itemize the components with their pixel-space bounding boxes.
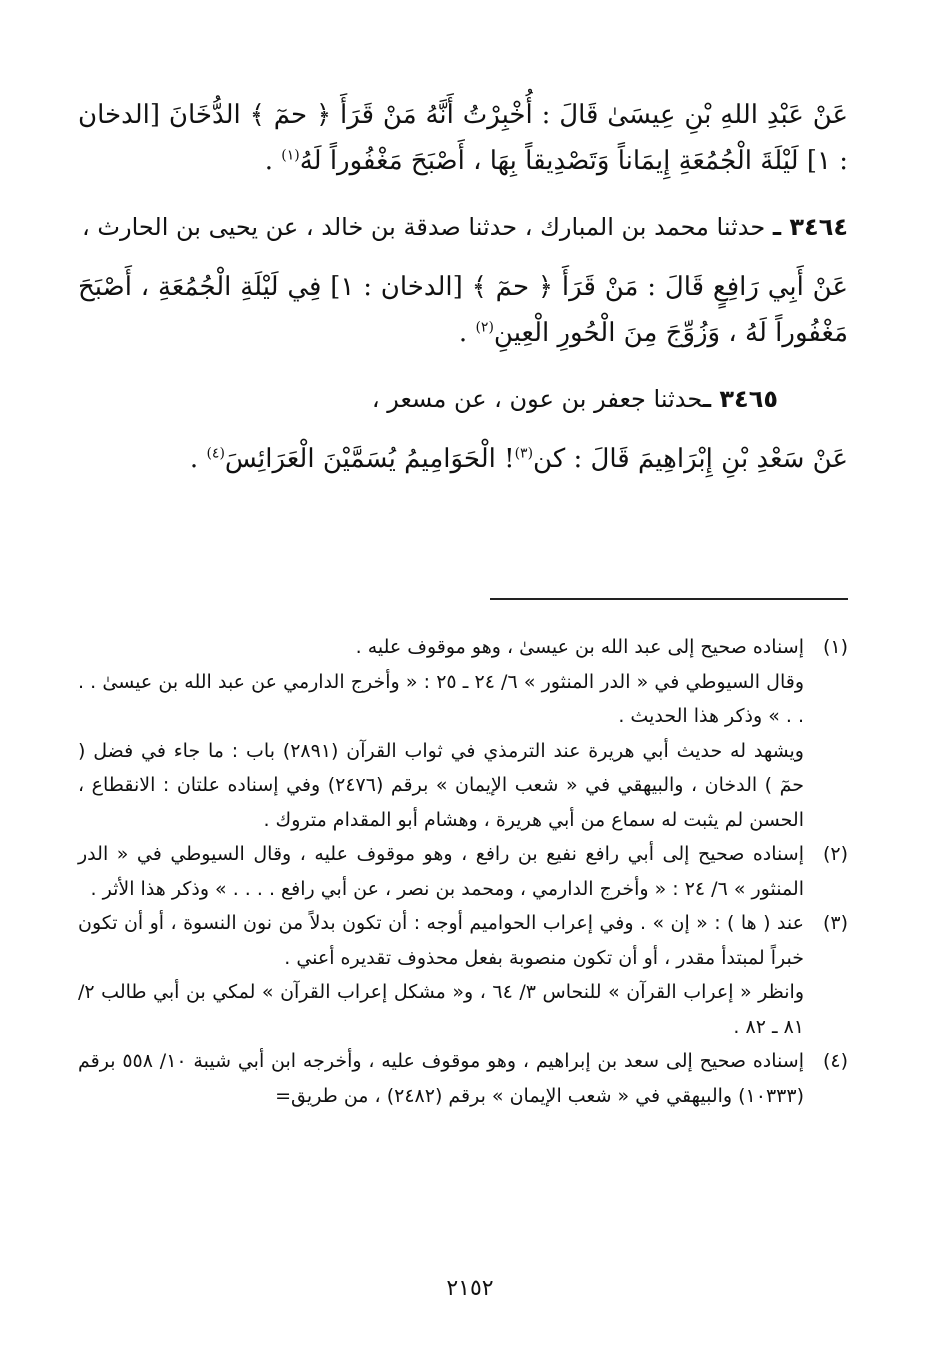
- hadith-number-3465: ٣٤٦٥ ـ: [702, 385, 778, 413]
- hadith-1: [78, 92, 848, 184]
- isnad-3465-text: حدثنا جعفر بن عون ، عن مسعر ،: [371, 385, 703, 413]
- footnote-separator: [490, 598, 848, 600]
- hadith-2-text: عَنْ أَبِي رَافِعٍ قَالَ : مَنْ قَرَأَ ﴿ حمٓ ﴾ [الدخان : ١] فِي لَيْلَةِ الْجُمُعَةِ ، أَصْبَحَ مَغْفُوراً لَهُ ، وَزُوِّجَ مِنَ الْحُورِ الْعِينِ: [78, 272, 848, 348]
- hadith-1-end: .: [264, 146, 282, 176]
- footnote-body: [78, 630, 804, 837]
- hadith-3-text-a: عَنْ سَعْدِ بْنِ إِبْرَاهِيمَ قَالَ : كن: [533, 444, 848, 474]
- footnote-paragraph: وانظر « إعراب القرآن » للنحاس ٣/ ٦٤ ، و« مشكل إعراب القرآن » لمكي بن أبي طالب ٢/ ٨١ ـ ٨٢ .: [78, 981, 804, 1038]
- footnote-paragraph: عند ( ها ) : « إن » . وفي إعراب الحواميم أوجه : أن تكون بدلاً من نون النسوة ، أو أن تكون خبراً لمبتدأ مقدر ، أو أن تكون منصوبة بفعل محذوف تقديره أعني .: [78, 912, 804, 969]
- footnote-2: [78, 837, 848, 906]
- footnote-paragraph: إسناده صحيح إلى عبد الله بن عيسىٰ ، وهو موقوف عليه .: [355, 636, 804, 658]
- footnotes: [78, 630, 848, 1113]
- footnote-number: (٢): [822, 843, 848, 865]
- hadith-number-3464: ٣٤٦٤ ـ: [772, 213, 848, 241]
- footnote-body: [78, 837, 804, 906]
- footnote-body: [78, 906, 804, 1044]
- footnote-3: [78, 906, 848, 1044]
- page-number: ٢١٥٢: [446, 1276, 494, 1301]
- footnote-paragraph: إسناده صحيح إلى سعد بن إبراهيم ، وهو موقوف عليه ، وأخرجه ابن أبي شيبة ١٠/ ٥٥٨ برقم (١٠٣٣٣) والبيهقي في « شعب الإيمان » برقم (٢٤٨٢) ، من طريق=: [78, 1050, 804, 1107]
- footnote-ref-3: (٣): [514, 445, 534, 462]
- footnote-1: [78, 630, 848, 837]
- isnad-3464-text: حدثنا محمد بن المبارك ، حدثنا صدقة بن خالد ، عن يحيى بن الحارث ،: [82, 213, 773, 241]
- footnote-4: [78, 1044, 848, 1113]
- isnad-3464: [78, 200, 848, 254]
- footnote-number: (٤): [822, 1050, 848, 1072]
- isnad-3465: [78, 372, 848, 426]
- hadith-3-text-b: ! الْحَوَامِيمُ يُسَمَّيْنَ الْعَرَائِسَ: [224, 444, 515, 474]
- hadith-2: [78, 264, 848, 356]
- hadith-3: [78, 436, 848, 482]
- hadith-3-end: .: [189, 444, 207, 474]
- footnote-ref-4: (٤): [206, 445, 225, 462]
- hadith-2-end: .: [458, 318, 476, 348]
- footnote-number: (٣): [822, 912, 848, 934]
- hadith-1-text: عَنْ عَبْدِ اللهِ بْنِ عِيسَىٰ قَالَ : أُخْبِرْتُ أَنَّهُ مَنْ قَرَأَ ﴿ حمٓ ﴾ الدُّخَانَ [الدخان : ١] لَيْلَةَ الْجُمُعَةِ إِيمَاناً وَتَصْدِيقاً بِهَا ، أَصْبَحَ مَغْفُوراً لَهُ: [78, 100, 848, 176]
- footnote-ref-2: (٢): [475, 319, 494, 336]
- footnote-paragraph: إسناده صحيح إلى أبي رافع نفيع بن رافع ، وهو موقوف عليه ، وقال السيوطي في « الدر المنثور » ٦/ ٢٤ : « وأخرج الدارمي ، ومحمد بن نصر ، عن أبي رافع . . . . » وذكر هذا الأثر .: [78, 843, 804, 900]
- footnote-ref-1: (١): [281, 147, 300, 164]
- footnote-number: (١): [822, 636, 848, 658]
- footnote-paragraph: ويشهد له حديث أبي هريرة عند الترمذي في ثواب القرآن (٢٨٩١) باب : ما جاء في فضل ( حمٓ ) الدخان ، والبيهقي في « شعب الإيمان » برقم (٢٤٧٦) وفي إسناده علتان : الانقطاع ، الحسن لم يثبت له سماع من أبي هريرة ، وهشام أبو المقدام متروك .: [78, 739, 804, 831]
- footnote-paragraph: وقال السيوطي في « الدر المنثور » ٦/ ٢٤ ـ ٢٥ : « وأخرج الدارمي عن عبد الله بن عيسىٰ . . . . » وذكر هذا الحديث .: [78, 670, 804, 727]
- main-text: [78, 92, 848, 498]
- footnote-body: [78, 1044, 804, 1113]
